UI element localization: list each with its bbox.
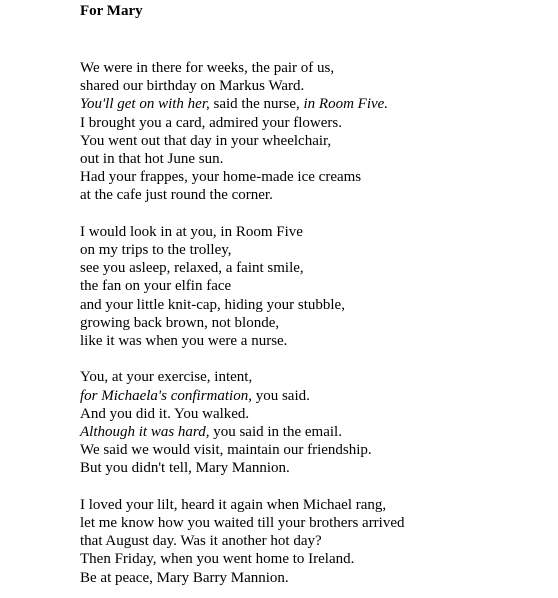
line-text: But you didn't tell, Mary Mannion.	[80, 460, 290, 477]
line-text: We said we would visit, maintain our friendship.	[80, 442, 372, 459]
line-text: at the cafe just round the corner.	[80, 187, 273, 204]
line-text: growing back brown, not blonde,	[80, 314, 280, 331]
poem-line	[80, 569, 405, 587]
italic-text: You'll get on with her,	[80, 96, 210, 113]
line-text: on my trips to the trolley,	[80, 242, 232, 259]
line-text: shared our birthday on Markus Ward.	[80, 78, 305, 95]
line-text: And you did it. You walked.	[80, 405, 250, 422]
poem-line	[80, 114, 405, 132]
line-text: let me know how you waited till your brothers arrived	[80, 515, 405, 532]
stanza	[80, 59, 405, 205]
poem-line	[80, 296, 405, 314]
poem-line	[80, 314, 405, 332]
poem-line	[80, 150, 405, 168]
poem-line	[80, 550, 405, 568]
poem-line	[80, 387, 405, 405]
poem-line	[80, 368, 405, 386]
poem-line	[80, 532, 405, 550]
line-text: see you asleep, relaxed, a faint smile,	[80, 260, 304, 277]
poem-line	[80, 459, 405, 477]
poem-line	[80, 277, 405, 295]
line-text: You, at your exercise, intent,	[80, 369, 253, 386]
poem-line	[80, 441, 405, 459]
line-text: I brought you a card, admired your flowers.	[80, 114, 343, 131]
italic-text: Although it was hard,	[80, 424, 210, 441]
line-text: you said.	[251, 387, 310, 404]
poem-title: For Mary	[80, 3, 143, 19]
poem-line	[80, 95, 405, 113]
stanza	[80, 496, 405, 587]
line-text: that August day. Was it another hot day?	[80, 533, 322, 550]
line-text: like it was when you were a nurse.	[80, 333, 288, 350]
line-text: you said in the email.	[209, 424, 342, 441]
line-text: Then Friday, when you went home to Ireland.	[80, 551, 355, 568]
stanza	[80, 223, 405, 350]
italic-text: in Room Five.	[303, 96, 389, 113]
poem-line	[80, 223, 405, 241]
poem-line	[80, 423, 405, 441]
line-text: said the nurse,	[209, 96, 304, 113]
line-text: out in that hot June sun.	[80, 151, 224, 168]
poem-line	[80, 405, 405, 423]
line-text: I would look in at you, in Room Five	[80, 223, 303, 240]
line-text: Had your frappes, your home-made ice creams	[80, 169, 362, 186]
line-text: We were in there for weeks, the pair of us,	[80, 60, 335, 76]
poem-line	[80, 168, 405, 186]
poem-line	[80, 59, 405, 77]
poem-line	[80, 514, 405, 532]
poem-line	[80, 77, 405, 95]
line-text: the fan on your elfin face	[80, 278, 232, 295]
poem-line	[80, 186, 405, 204]
poem-body	[80, 59, 405, 587]
line-text: Be at peace, Mary Barry Mannion.	[80, 569, 289, 586]
poem-line	[80, 332, 405, 350]
line-text: and your little knit-cap, hiding your stubble,	[80, 296, 345, 313]
line-text: I loved your lilt, heard it again when Michael rang,	[80, 496, 387, 513]
poem-line	[80, 241, 405, 259]
poem-line	[80, 132, 405, 150]
poem-line	[80, 496, 405, 514]
stanza	[80, 368, 405, 477]
line-text: You went out that day in your wheelchair,	[80, 132, 332, 149]
poem-line	[80, 259, 405, 277]
italic-text: for Michaela's confirmation,	[80, 387, 252, 404]
